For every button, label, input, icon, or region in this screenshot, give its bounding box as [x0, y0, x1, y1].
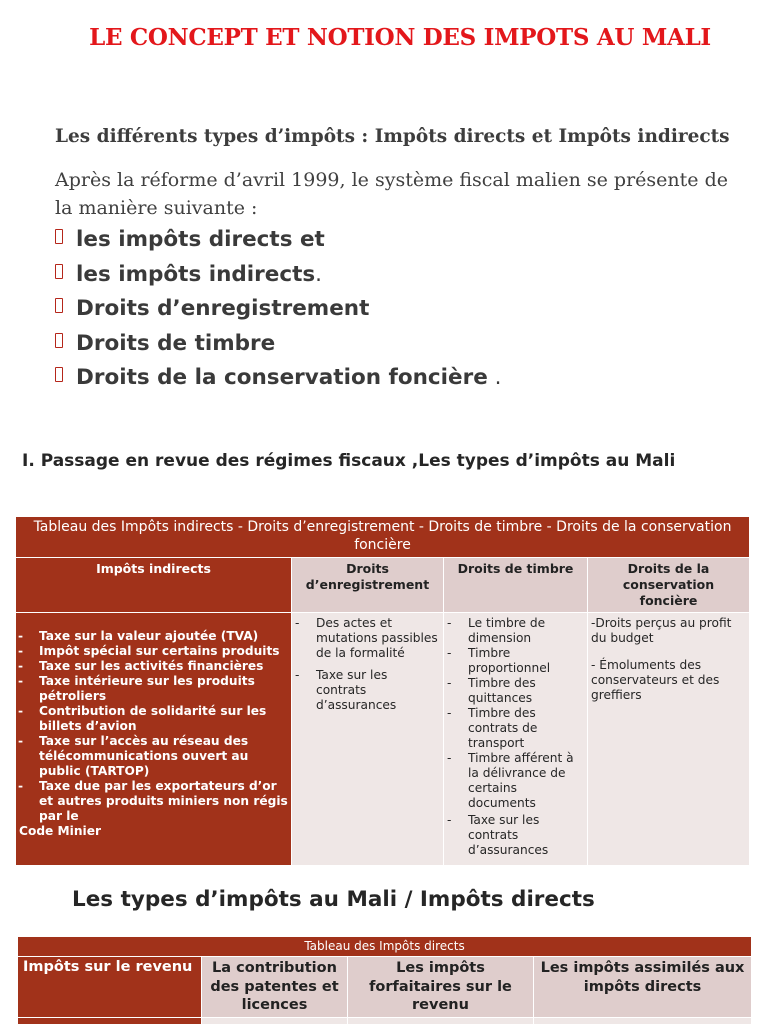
- stamp-duties-list: [447, 616, 584, 858]
- indirect-taxes-list: [18, 629, 289, 824]
- column-header: Droits de la conservation foncière: [588, 558, 750, 613]
- list-item: Droits de la conservation foncière .: [55, 364, 502, 399]
- table-cell: [348, 1017, 534, 1024]
- list-item: - Taxe sur l’accès au réseau des télécommunications ouvert au public (TARTOP): [18, 734, 289, 779]
- column-header: Droits d’enregistrement: [292, 558, 444, 613]
- indirect-taxes-cell: [16, 613, 292, 866]
- column-header: Les impôts assimilés aux impôts directs: [534, 957, 752, 1018]
- column-header: Impôts sur le revenu: [18, 957, 202, 1018]
- list-item: les impôts indirects.: [55, 261, 502, 296]
- list-item: - Taxe sur les contrats d’assurances: [447, 813, 584, 858]
- list-item: - Impôt spécial sur certains produits: [18, 644, 289, 659]
- list-item: - Contribution de solidarité sur les billets d’avion: [18, 704, 289, 734]
- indirect-taxes-table: [15, 516, 750, 866]
- page-title: LE CONCEPT ET NOTION DES IMPOTS AU MALI: [89, 24, 711, 51]
- list-item: - Taxe sur les contrats d’assurances: [295, 668, 440, 713]
- land-registry-duties-cell: [588, 613, 750, 866]
- column-header: Les impôts forfaitaires sur le revenu: [348, 957, 534, 1018]
- table-cell: [18, 1017, 202, 1024]
- list-item: - Le timbre de dimension: [447, 616, 584, 646]
- subtitle: Les différents types d’impôts : Impôts directs et Impôts indirects: [55, 126, 730, 147]
- list-item: - Des actes et mutations passibles de la formalité: [295, 616, 440, 661]
- square-bullet-icon: [55, 333, 63, 348]
- section-heading: Les types d’impôts au Mali / Impôts directs: [72, 887, 595, 912]
- section-heading: I. Passage en revue des régimes fiscaux ,Les types d’impôts au Mali: [22, 451, 676, 471]
- table-caption: Tableau des Impôts indirects - Droits d’enregistrement - Droits de timbre - Droits de la conservation foncière: [16, 517, 750, 558]
- paragraph: - Émoluments des conservateurs et des greffiers: [591, 658, 720, 702]
- list-item-continuation: Code Minier: [19, 824, 101, 838]
- list-item: - Taxe due par les exportateurs d’or et autres produits miniers non régis par le: [18, 779, 289, 824]
- column-header: Droits de timbre: [444, 558, 588, 613]
- list-item: les impôts directs et: [55, 226, 502, 261]
- direct-taxes-table: [17, 936, 752, 1024]
- list-item: - Taxe sur la valeur ajoutée (TVA): [18, 629, 289, 644]
- list-item: - Timbre proportionnel: [447, 646, 584, 676]
- intro-paragraph: Après la réforme d’avril 1999, le système fiscal malien se présente de la manière suivante :: [55, 169, 728, 219]
- list-item: - Timbre des quittances: [447, 676, 584, 706]
- table-caption: Tableau des Impôts directs: [18, 937, 752, 957]
- table-cell: [202, 1017, 348, 1024]
- tax-types-list: [55, 226, 502, 399]
- square-bullet-icon: [55, 367, 63, 382]
- square-bullet-icon: [55, 298, 63, 313]
- square-bullet-icon: [55, 264, 63, 279]
- list-item: Droits de timbre: [55, 330, 502, 365]
- list-item: Droits d’enregistrement: [55, 295, 502, 330]
- list-item: - Timbre afférent à la délivrance de certains documents: [447, 751, 584, 811]
- registration-duties-list: [295, 616, 440, 713]
- column-header: La contribution des patentes et licences: [202, 957, 348, 1018]
- paragraph: -Droits perçus au profit du budget: [591, 616, 732, 645]
- column-header: Impôts indirects: [16, 558, 292, 613]
- list-item: - Taxe intérieure sur les produits pétroliers: [18, 674, 289, 704]
- registration-duties-cell: [292, 613, 444, 866]
- square-bullet-icon: [55, 229, 63, 244]
- list-item: - Taxe sur les activités financières: [18, 659, 289, 674]
- list-item: - Timbre des contrats de transport: [447, 706, 584, 751]
- table-cell: [534, 1017, 752, 1024]
- stamp-duties-cell: [444, 613, 588, 866]
